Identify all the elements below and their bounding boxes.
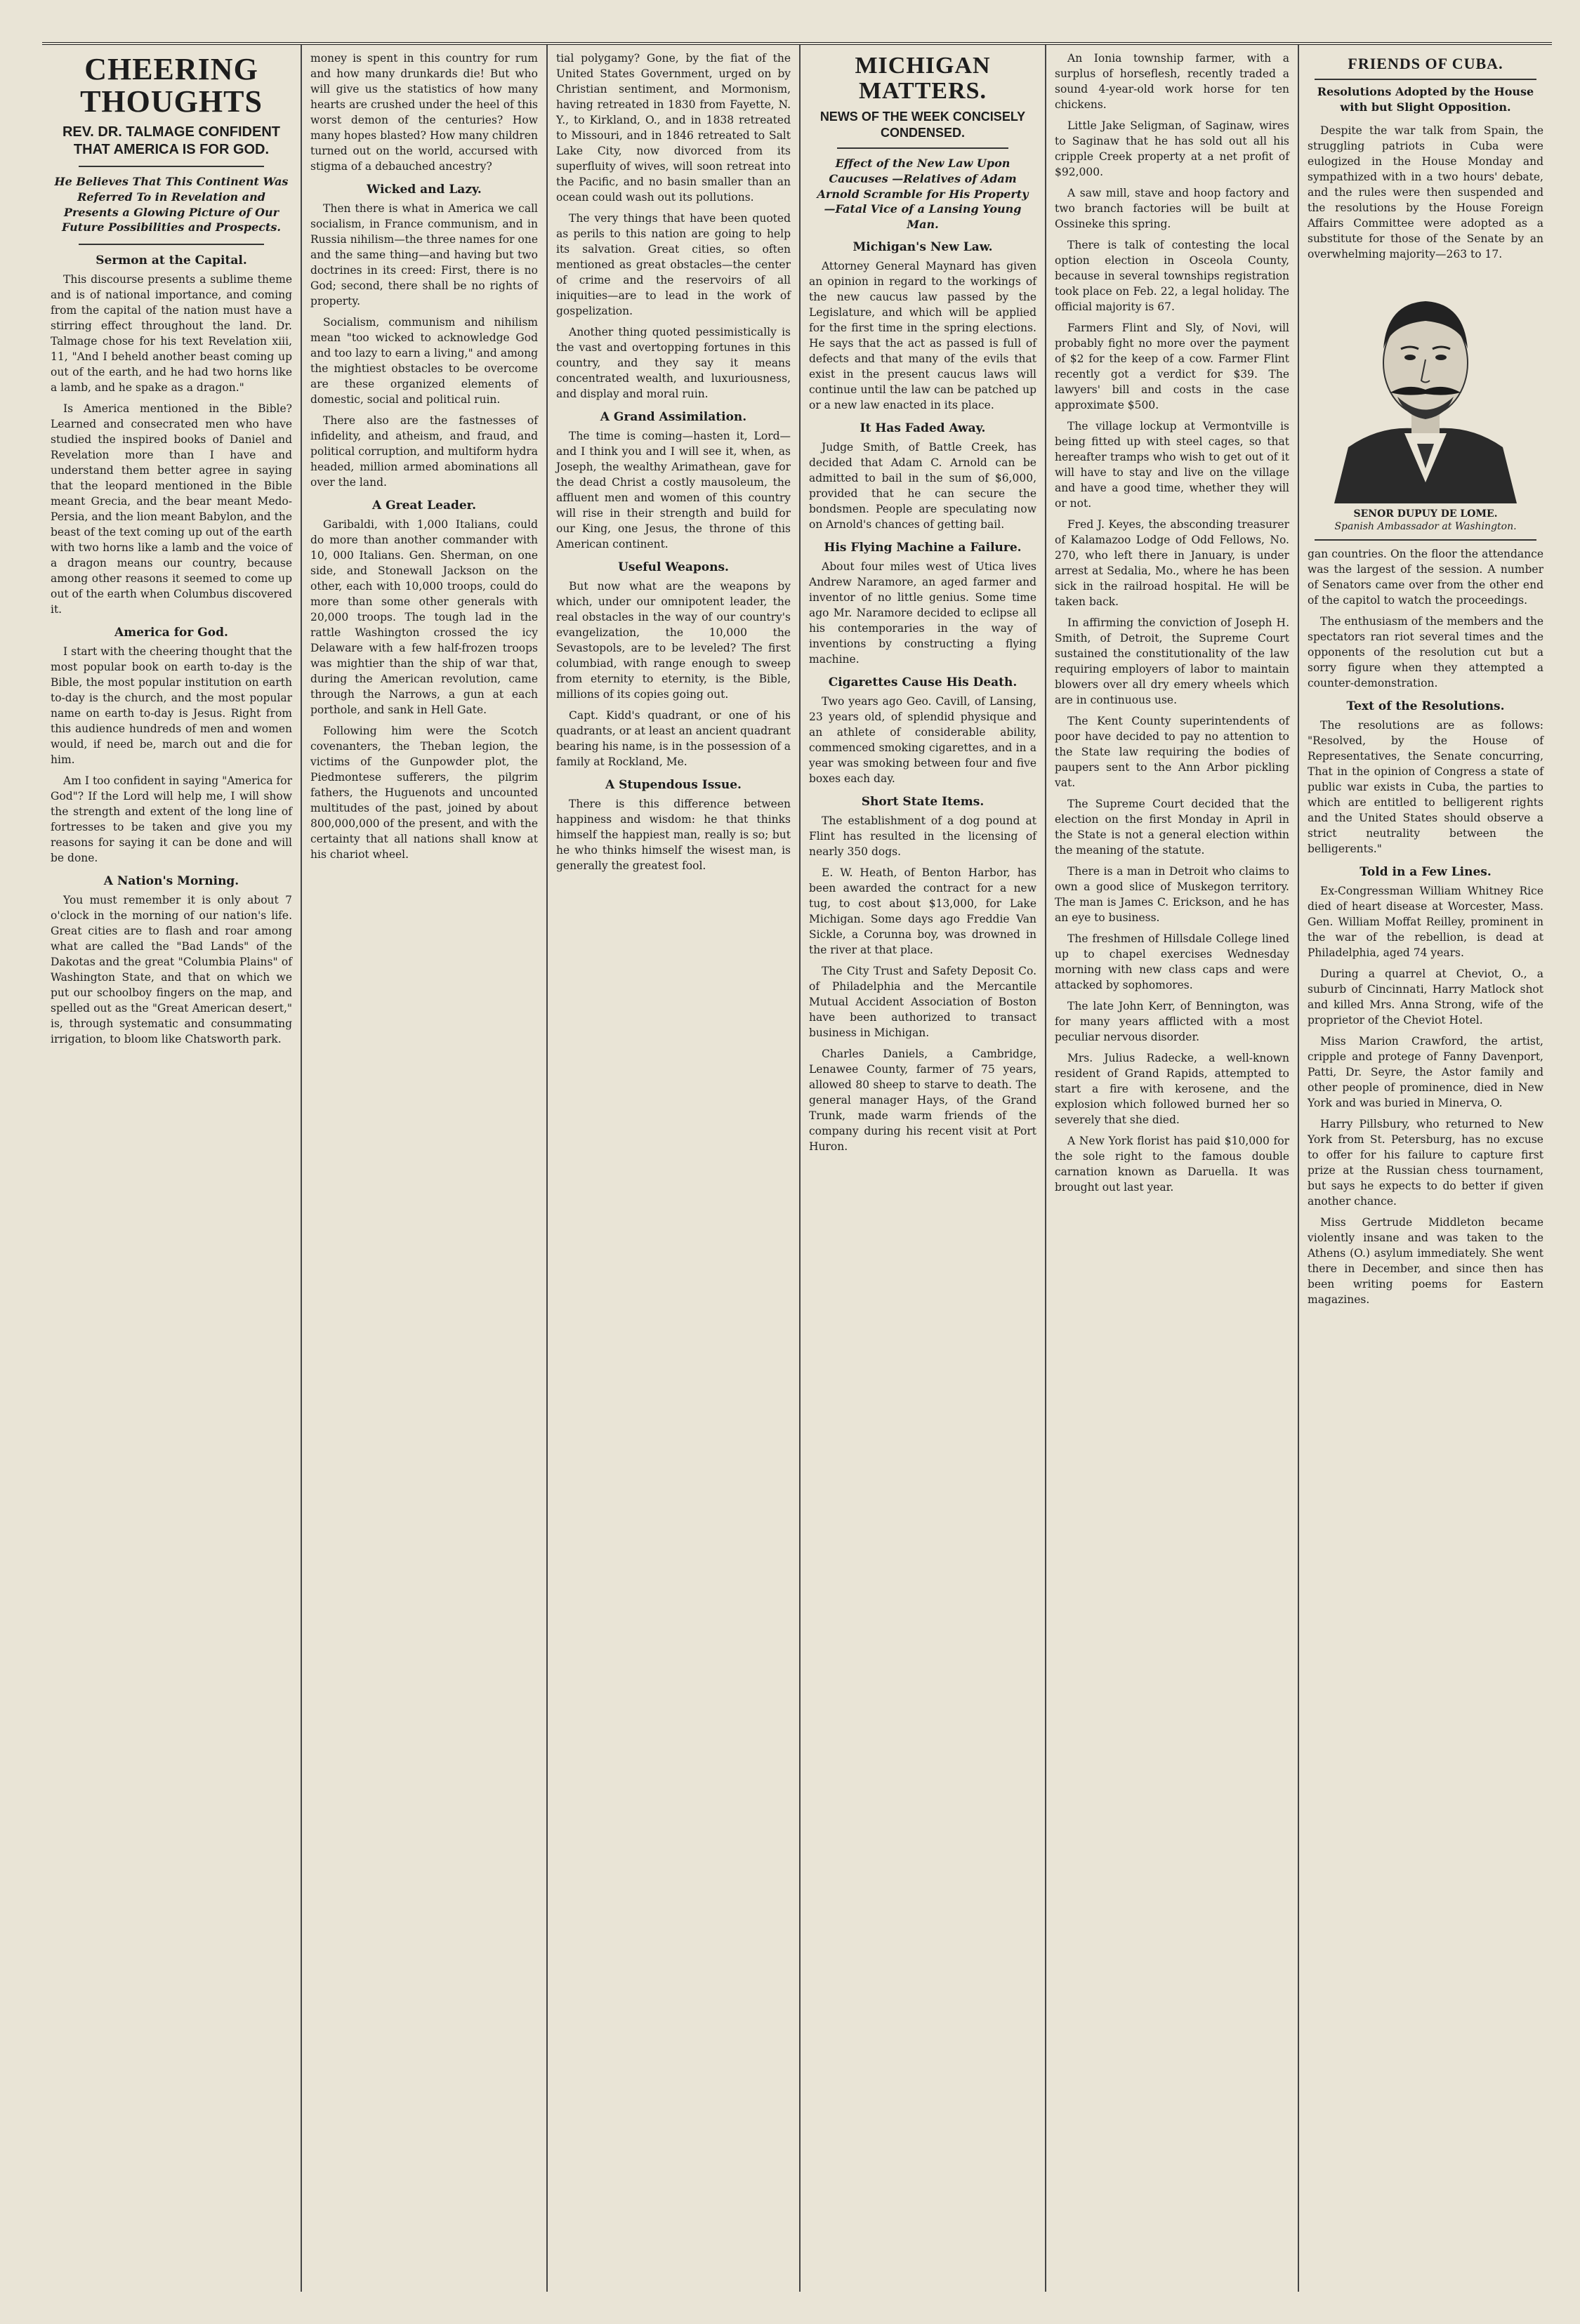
article-paragraph: Capt. Kidd's quadrant, or one of his quadrants, or at least an ancient quadrant bearing his name, is in the possession of a family at Rockland, Me. <box>556 709 791 768</box>
divider <box>1315 79 1536 80</box>
section-heading: A Nation's Morning. <box>103 873 239 888</box>
article-paragraph: Miss Gertrude Middleton became violently insane and was taken to the Athens (O.) asylum immediately. She went there in December, and since then has been writing poems for Eastern magazines. <box>1308 1215 1543 1306</box>
caption-role: Spanish Ambassador at Washington. <box>1334 521 1517 533</box>
section-heading: A Great Leader. <box>372 499 476 513</box>
article-paragraph: But now what are the weapons by which, under our omnipotent leader, the real obstacles in the way of our country's evangelization, the 10,000 the Sevastopols, are to be leveled? The first columbiad, with range enough to sweep from eternity to eternity, is the Bible, millions of its copies going out. <box>556 580 791 701</box>
article-paragraph: This discourse presents a sublime theme and is of national importance, and coming from the capital of the nation must have a stirring effect throughout the land. Dr. Talmage chose for his text Revelation xiii, 11, "And I beheld another beast coming up out of the earth, and he had two horns like a lamb, and he spake as a dragon." <box>51 272 292 394</box>
section-heading: Michigan's New Law. <box>852 240 993 255</box>
section-heading: Text of the Resolutions. <box>1346 699 1505 713</box>
subdeck-michigan: Effect of the New Law Upon Caucuses —Relatives of Adam Arnold Scramble for His Property—Fatal Vice of a Lansing Young Man. <box>817 157 1029 231</box>
section-heading: A Stupendous Issue. <box>605 778 742 792</box>
subdeck-talmage: He Believes That This Continent Was Referred To in Revelation and Presents a Glowing Picture of Our Future Possibilities and Prospects. <box>54 175 289 235</box>
article-paragraph: The enthusiasm of the members and the spectators ran riot several times and the opponents of the resolution cut but a sorry figure when they attempted a counter-demonstration. <box>1308 614 1543 689</box>
article-paragraph: money is spent in this country for rum and how many drunkards die! But who will give us the statistics of how many hearts are crushed under the heel of this worst demon of the centuries? How many hopes blasted? How many children turned out on the world, accursed with stigma of a debauched ancestry? <box>310 52 538 173</box>
article-paragraph: Miss Marion Crawford, the artist, cripple and protege of Fanny Davenport, Patti, Dr. Seyre, the Astor family and other people of prominence, died in New York and was buried in Minerva, O. <box>1308 1034 1543 1109</box>
article-paragraph: Farmers Flint and Sly, of Novi, will probably fight no more over the payment of $2 for the keep of a cow. Farmer Flint recently got a verdict for $39. The lawyers' bill and costs in the case approximate $500. <box>1055 322 1289 411</box>
article-paragraph: The freshmen of Hillsdale College lined up to chapel exercises Wednesday morning with new class caps and were attacked by sophomores. <box>1055 932 1289 991</box>
section-heading: A Grand Assimilation. <box>600 410 747 424</box>
section-heading: Wicked and Lazy. <box>367 183 482 197</box>
article-paragraph: tial polygamy? Gone, by the fiat of the United States Government, urged on by Christian sentiment, and Mormonism, having retreated in 1830 from Fayette, N. Y., to Kirkland, O., and in 1838 retreated to Missouri, and in 1846 retreated to Salt Lake City, now divorced from its superfluity of wives, will soon retreat into the Pacific, and no basin smaller than an ocean could wash out its pollutions. <box>556 52 791 204</box>
article-paragraph: There is a man in Detroit who claims to own a good slice of Muskegon territory. The man is James C. Erickson, and he has an eye to business. <box>1055 865 1289 924</box>
section-heading: Told in a Few Lines. <box>1360 864 1492 879</box>
article-paragraph: Mrs. Julius Radecke, a well-known resident of Grand Rapids, attempted to start a fire with kerosene, and the explosion which followed burned her so severely that she died. <box>1055 1052 1289 1126</box>
article-paragraph: Then there is what in America we call socialism, in France communism, and in Russia nihilism—the three names for one and the same thing—and having but two doctrines in its creed: First, there is no God; second, there shall be no rights of property. <box>310 202 538 308</box>
article-paragraph: Fred J. Keyes, the absconding treasurer of Kalamazoo Lodge of Odd Fellows, No. 270, who left there in January, is under arrest at Sedalia, Mo., where he has been sick in the railroad hospital. He will be taken back. <box>1055 518 1289 608</box>
divider <box>79 166 264 167</box>
article-paragraph: Garibaldi, with 1,000 Italians, could do more than another commander with 10, 000 Italians. Gen. Sherman, on one side, and Stonewall Jackson on the other, each with 10,000 troops, could do more than some other generals with 20,000 troops. The tough lad in the rattle Washington crossed the icy Delaware with a few half-frozen troops was mightier than the ship of war that, during the American revolution, came through the Narrows, a gun at each porthole, and sank in Hell Gate. <box>310 518 538 716</box>
divider <box>79 244 264 245</box>
subdeck-cuba: Resolutions Adopted by the House with but Slight Opposition. <box>1317 85 1534 114</box>
article-paragraph: Is America mentioned in the Bible? Learned and consecrated men who have studied the inspired books of Daniel and Revelation more than I have and understand them better agree in saying that the leopard mentioned in the Bible meant Grecia, and the bear meant Medo-Persia, and the lion meant Babylon, and the beast of the text coming up out of the earth with two horns like a lamb and the voice of a dragon means our country, because among other reasons it seemed to come up out of the earth when Columbus discovered it. <box>51 402 293 616</box>
article-paragraph: Socialism, communism and nihilism mean "too wicked to acknowledge God and too lazy to earn a living," and among the mightiest obstacles to be overcome are these organized elements of domestic, social and political ruin. <box>310 316 538 406</box>
article-paragraph: There is this difference between happiness and wisdom: he that thinks himself the happiest man, really is so; but he who thinks himself the wisest man, is generally the greatest fool. <box>556 798 791 872</box>
divider <box>837 147 1008 149</box>
article-paragraph: An Ionia township farmer, with a surplus of horseflesh, recently traded a sound 4-year-old work horse for ten chickens. <box>1055 52 1289 111</box>
portrait-caption <box>1308 508 1543 533</box>
article-paragraph: E. W. Heath, of Benton Harbor, has been awarded the contract for a new tug, to cost about $13,000, for Lake Michigan. Some days ago Freddie Van Sickle, a Corunna boy, was drowned in the river at that place. <box>809 866 1036 957</box>
article-paragraph: Judge Smith, of Battle Creek, has decided that Adam C. Arnold can be admitted to bail in the sum of $6,000, provided that he can secure the bondsmen. People are speculating now on Arnold's chances of getting bail. <box>809 441 1036 532</box>
section-heading: Short State Items. <box>861 795 985 810</box>
article-paragraph: The resolutions are as follows: "Resolved, by the House of Representatives, the Senate concurring, That in the opinion of Congress a state of public war exists in Cuba, the parties to which are entitled to belligerent rights and the United States should observe a strict neutrality between the belligerents." <box>1308 718 1543 855</box>
divider <box>1315 539 1536 541</box>
headline-michigan-matters: MICHIGAN MATTERS. <box>855 53 991 104</box>
headline-friends-of-cuba: FRIENDS OF CUBA. <box>1348 55 1503 72</box>
article-paragraph: About four miles west of Utica lives Andrew Naramore, an aged farmer and inventor of no little genius. Some time ago Mr. Naramore decided to eclipse all his contemporaries in the way of inventions by constructing a flying machine. <box>809 560 1036 666</box>
article-paragraph: Am I too confident in saying "America for God"? If the Lord will help me, I will show the strength and extent of the long line of fortresses to be taken and give you my reasons for saying it can be done and will be done. <box>51 774 292 864</box>
section-heading: It Has Faded Away. <box>860 421 986 436</box>
article-paragraph: The Supreme Court decided that the election on the first Monday in April in the State is not a general election within the meaning of the statute. <box>1055 798 1289 857</box>
article-paragraph: The City Trust and Safety Deposit Co. of Philadelphia and the Mercantile Mutual Accident Association of Boston have been authorized to transact business in Michigan. <box>809 965 1036 1040</box>
article-paragraph: There is talk of contesting the local option election in Osceola County, because in several townships registration took place on Feb. 22, a legal holiday. The official majority is 67. <box>1055 239 1289 313</box>
article-paragraph: Little Jake Seligman, of Saginaw, wires to Saginaw that he has sold out all his cripple Creek property at a net profit of $92,000. <box>1055 119 1289 178</box>
newspaper-page <box>42 42 1552 2292</box>
deck-talmage: REV. DR. TALMAGE CONFIDENT THAT AMERICA IS FOR GOD. <box>62 124 280 158</box>
section-heading: Useful Weapons. <box>618 560 729 574</box>
article-paragraph: Two years ago Geo. Cavill, of Lansing, 23 years old, of splendid physique and an athlete of considerable ability, commenced smoking cigarettes, and in a year was smoking between four and five boxes each day. <box>809 695 1036 786</box>
article-paragraph: gan countries. On the floor the attendance was the largest of the session. A number of Senators came over from the other end of the capitol to watch the proceedings. <box>1308 547 1543 607</box>
portrait-engraving <box>1320 272 1531 503</box>
article-paragraph: Attorney General Maynard has given an opinion in regard to the workings of the new caucus law passed by the Legislature, and which will be applied for the first time in the spring elections. He says that the act as passed is full of defects and that many of the evils that exist in the present caucus laws will continue until the law can be patched up or a new law enacted in its place. <box>809 260 1036 412</box>
article-paragraph: A New York florist has paid $10,000 for the sole right to the famous double carnation known as Daruella. It was brought out last year. <box>1055 1135 1289 1194</box>
column-1 <box>42 45 302 2292</box>
deck-michigan: NEWS OF THE WEEK CONCISELY CONDENSED. <box>819 110 1026 140</box>
article-paragraph: Following him were the Scotch covenanters, the Theban legion, the victims of the Gunpowder plot, the Piedmontese sufferers, the pilgrim fathers, the Huguenots and uncounted multitudes of the past, joined by about 800,000,000 of the present, and with the certainty that all nations shall know at his chariot wheel. <box>310 725 538 861</box>
article-paragraph: There also are the fastnesses of infidelity, and atheism, and fraud, and political corruption, and multiform hydra headed, million armed abominations all over the land. <box>310 414 538 489</box>
column-5 <box>1046 45 1299 2292</box>
article-paragraph: The Kent County superintendents of poor have decided to pay no attention to the State law requiring the bodies of paupers sent to the Ann Arbor pickling vat. <box>1055 715 1289 789</box>
column-2 <box>302 45 548 2292</box>
article-paragraph: During a quarrel at Cheviot, O., a suburb of Cincinnati, Harry Matlock shot and killed Mrs. Anna Strong, wife of the proprietor of the Cheviot Hotel. <box>1308 967 1543 1026</box>
article-paragraph: The late John Kerr, of Bennington, was for many years afflicted with a most peculiar nervous disorder. <box>1055 1000 1289 1043</box>
column-4 <box>801 45 1046 2292</box>
article-paragraph: The village lockup at Vermontville is being fitted up with steel cages, so that hereafter tramps who wish to get out of it will have to stay and live on the village and have a good time, whether they will or not. <box>1055 420 1289 510</box>
section-heading: Sermon at the Capital. <box>96 253 247 268</box>
article-paragraph: Charles Daniels, a Cambridge, Lenawee County, farmer of 75 years, allowed 80 sheep to starve to death. The general manager Hays, of the Grand Trunk, made warm friends of the company during his recent visit at Port Huron. <box>809 1048 1036 1154</box>
column-6 <box>1299 45 1552 2292</box>
caption-name: SENOR DUPUY DE LOME. <box>1353 508 1498 520</box>
section-heading: America for God. <box>114 625 228 640</box>
article-paragraph: I start with the cheering thought that the most popular book on earth to-day is the Bible, the most popular institution on earth to-day is the church, and the most popular name on earth to-day is Jesus. Right from this audience hundreds of men and women would, if need be, march out and die for him. <box>51 645 292 766</box>
article-paragraph: A saw mill, stave and hoop factory and two branch factories will be built at Ossineke this spring. <box>1055 187 1289 230</box>
headline-cheering-thoughts: CHEERING THOUGHTS <box>80 52 263 119</box>
article-paragraph: Ex-Congressman William Whitney Rice died of heart disease at Worcester, Mass. Gen. William Moffat Reilley, prominent in the war of the rebellion, is dead at Philadelphia, aged 74 years. <box>1308 884 1543 959</box>
article-paragraph: The very things that have been quoted as perils to this nation are going to help its salvation. Great cities, so often mentioned as great obstacles—the center of crime and the reservoirs of all iniquities—are to lead in the work of gospelization. <box>556 212 791 317</box>
section-heading: His Flying Machine a Failure. <box>824 541 1022 555</box>
article-paragraph: The establishment of a dog pound at Flint has resulted in the licensing of nearly 350 dogs. <box>809 814 1036 859</box>
article-paragraph: In affirming the conviction of Joseph H. Smith, of Detroit, the Supreme Court sustained the constitutionality of the law requiring employers of labor to maintain blowers over all dry emery wheels which are in continuous use. <box>1055 616 1289 706</box>
section-heading: Cigarettes Cause His Death. <box>828 675 1018 690</box>
article-paragraph: You must remember it is only about 7 o'clock in the morning of our nation's life. Great cities are to flash and roar among what are called the "Bad Lands" of the Dakotas and the great "Columbia Plains" of Washington State, and that on which we put our schoolboy fingers on the map, and spelled out as the "Great American desert," is, through systematic and consummating irrigation, to bloom like Chatsworth park. <box>51 893 292 1045</box>
article-paragraph: The time is coming—hasten it, Lord—and I think you and I will see it, when, as Joseph, the wealthy Arimathean, gave for the dead Christ a costly mausoleum, the affluent men and women of this country will rise in their strength and build for our King, one Jesus, the throne of this American continent. <box>556 430 791 550</box>
article-paragraph: Despite the war talk from Spain, the struggling patriots in Cuba were eulogized in the House Monday and sympathized with in a two hours' debate, and the rules were then suspended and the resolutions by the House Foreign Affairs Committee were adopted as a substitute for those of the Senate by an overwhelming majority—263 to 17. <box>1308 124 1543 261</box>
article-paragraph: Another thing quoted pessimistically is the vast and overtopping fortunes in this country, and they say it means concentrated wealth, and luxuriousness, and display and moral ruin. <box>556 326 791 400</box>
column-3 <box>548 45 801 2292</box>
article-paragraph: Harry Pillsbury, who returned to New York from St. Petersburg, has no excuse to offer for his failure to capture first prize at the Russian chess tournament, but says he expects to do better if given another chance. <box>1308 1117 1543 1208</box>
